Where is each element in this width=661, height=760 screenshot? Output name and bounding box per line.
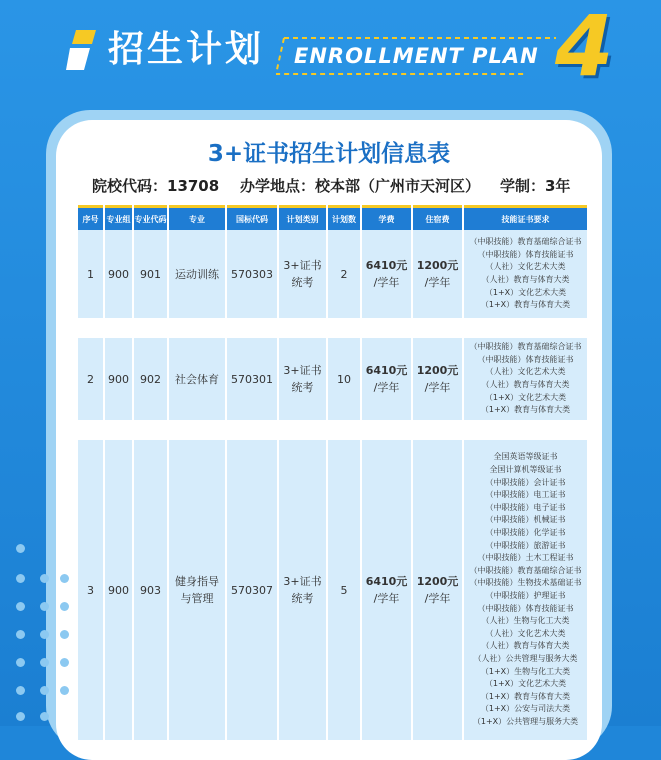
cert-item: （1+X）教育与体育大类 <box>480 300 571 310</box>
dorm-unit: /学年 <box>424 592 451 605</box>
decorative-dots <box>14 540 70 726</box>
document-title: 3+证书招生计划信息表 <box>207 141 451 167</box>
cert-item: （1+X）教育与体育大类 <box>480 691 571 701</box>
major-group: 900 <box>105 230 132 318</box>
dorm-fee <box>413 440 462 740</box>
gb-code: 570307 <box>227 440 277 740</box>
tuition-unit: /学年 <box>373 276 400 289</box>
cert-item: （人社）文化艺术大类 <box>485 262 566 272</box>
section-number: 4 <box>555 0 614 95</box>
major-name-line: 健身指导 <box>175 575 219 588</box>
plan-count: 10 <box>328 338 360 420</box>
plan-category <box>279 230 326 318</box>
cert-item: （人社）文化艺术大类 <box>485 628 566 638</box>
header-cell: 计划类别 <box>279 205 326 230</box>
header-cell: 计划数 <box>328 205 360 230</box>
tuition-fee <box>362 440 411 740</box>
dorm-unit: /学年 <box>424 276 451 289</box>
tuition-amount: 6410元 <box>365 364 408 377</box>
major-group: 900 <box>105 440 132 740</box>
row-number: 1 <box>78 230 103 318</box>
major-name: 社会体育 <box>169 338 225 420</box>
cert-item: （1+X）文化艺术大类 <box>484 392 567 402</box>
dorm-unit: /学年 <box>424 381 451 394</box>
table-header-row <box>78 205 587 230</box>
cert-item: 全国计算机等级证书 <box>489 465 562 475</box>
cert-item: （人社）教育与体育大类 <box>481 641 570 651</box>
cert-item: （1+X）文化艺术大类 <box>484 679 567 689</box>
cert-item: （人社）生物与化工大类 <box>481 616 570 626</box>
header-cell: 国标代码 <box>227 205 277 230</box>
header-cell: 住宿费 <box>413 205 462 230</box>
section-title-cn: 招生计划 <box>108 29 265 70</box>
header-cell: 专业代码 <box>134 205 167 230</box>
plan-category-line: 3+证书 <box>283 575 322 588</box>
cert-item: （中职技能）体育技能证书 <box>477 603 574 613</box>
cert-item: （1+X）文化艺术大类 <box>484 287 567 297</box>
major-group: 900 <box>105 338 132 420</box>
major-code: 901 <box>134 230 167 318</box>
header-cell: 序号 <box>78 205 103 230</box>
cert-item: （1+X）公安与司法大类 <box>480 704 571 714</box>
plan-count: 2 <box>328 230 360 318</box>
cert-item: （中职技能）体育技能证书 <box>477 249 574 259</box>
plan-category-line: 统考 <box>291 276 314 289</box>
cert-item: （中职技能）化学证书 <box>485 528 566 538</box>
section-title-en: ENROLLMENT PLAN <box>294 44 539 68</box>
tuition-unit: /学年 <box>373 592 400 605</box>
dorm-amount: 1200元 <box>416 364 459 377</box>
dorm-fee <box>413 230 462 318</box>
cert-item: （中职技能）生物技术基础证书 <box>469 578 582 588</box>
tuition-unit: /学年 <box>373 381 400 394</box>
cert-item: （人社）教育与体育大类 <box>481 275 570 284</box>
tuition-fee <box>362 338 411 420</box>
cert-item: （人社）公共管理与服务大类 <box>473 653 578 663</box>
cert-item: （中职技能）旅游证书 <box>485 540 566 550</box>
plan-category-line: 3+证书 <box>283 364 322 377</box>
plan-category <box>279 440 326 740</box>
cert-item: （中职技能）会计证书 <box>485 477 566 487</box>
table-row <box>78 338 587 420</box>
table-row <box>78 440 587 740</box>
cert-item: （中职技能）机械证书 <box>485 515 566 525</box>
dorm-amount: 1200元 <box>416 575 459 588</box>
cert-item: （人社）教育与体育大类 <box>481 380 570 389</box>
row-number: 3 <box>78 440 103 740</box>
header-cell: 学费 <box>362 205 411 230</box>
cert-item: （人社）文化艺术大类 <box>485 367 566 377</box>
major-code: 903 <box>134 440 167 740</box>
major-name-line: 与管理 <box>180 592 214 605</box>
cert-item: （中职技能）教育基础综合证书 <box>469 565 582 575</box>
cert-item: （1+X）生物与化工大类 <box>480 666 571 676</box>
row-number: 2 <box>78 338 103 420</box>
table-row <box>78 230 587 318</box>
cert-item: （中职技能）教育基础综合证书 <box>469 342 582 352</box>
school-location: 办学地点：校本部（广州市天河区） <box>240 177 481 195</box>
header-cell: 专业组 <box>105 205 132 230</box>
plan-category-line: 统考 <box>291 592 314 605</box>
dorm-amount: 1200元 <box>416 259 459 272</box>
cert-item: 全国英语等级证书 <box>493 452 558 462</box>
major-name: 运动训练 <box>169 230 225 318</box>
plan-category <box>279 338 326 420</box>
gb-code: 570303 <box>227 230 277 318</box>
cert-requirements <box>464 440 587 740</box>
major-code: 902 <box>134 338 167 420</box>
tuition-fee <box>362 230 411 318</box>
plan-count: 5 <box>328 440 360 740</box>
cert-item: （中职技能）教育基础综合证书 <box>469 237 582 247</box>
gb-code: 570301 <box>227 338 277 420</box>
study-duration: 学制：3年 <box>500 177 571 195</box>
cert-item: （1+X）教育与体育大类 <box>480 405 571 415</box>
cert-requirements <box>464 230 587 318</box>
cert-item: （中职技能）电子证书 <box>485 502 566 512</box>
plan-category-line: 统考 <box>291 381 314 394</box>
tuition-amount: 6410元 <box>365 259 408 272</box>
major-name <box>169 440 225 740</box>
cert-requirements <box>464 338 587 420</box>
section-header <box>0 0 661 110</box>
enrollment-table <box>76 205 589 740</box>
logo-mark-icon <box>66 30 100 70</box>
cert-item: （中职技能）体育技能证书 <box>477 354 574 364</box>
dorm-fee <box>413 338 462 420</box>
cert-item: （1+X）公共管理与服务大类 <box>472 716 579 726</box>
cert-item: （中职技能）护理证书 <box>485 591 566 600</box>
header-cell: 技能证书要求 <box>464 205 587 230</box>
tuition-amount: 6410元 <box>365 575 408 588</box>
cert-item: （中职技能）电工证书 <box>485 490 566 500</box>
plan-category-line: 3+证书 <box>283 259 322 272</box>
cert-item: （中职技能）土木工程证书 <box>477 553 574 563</box>
school-code: 院校代码：13708 <box>92 177 220 195</box>
header-cell: 专业 <box>169 205 225 230</box>
